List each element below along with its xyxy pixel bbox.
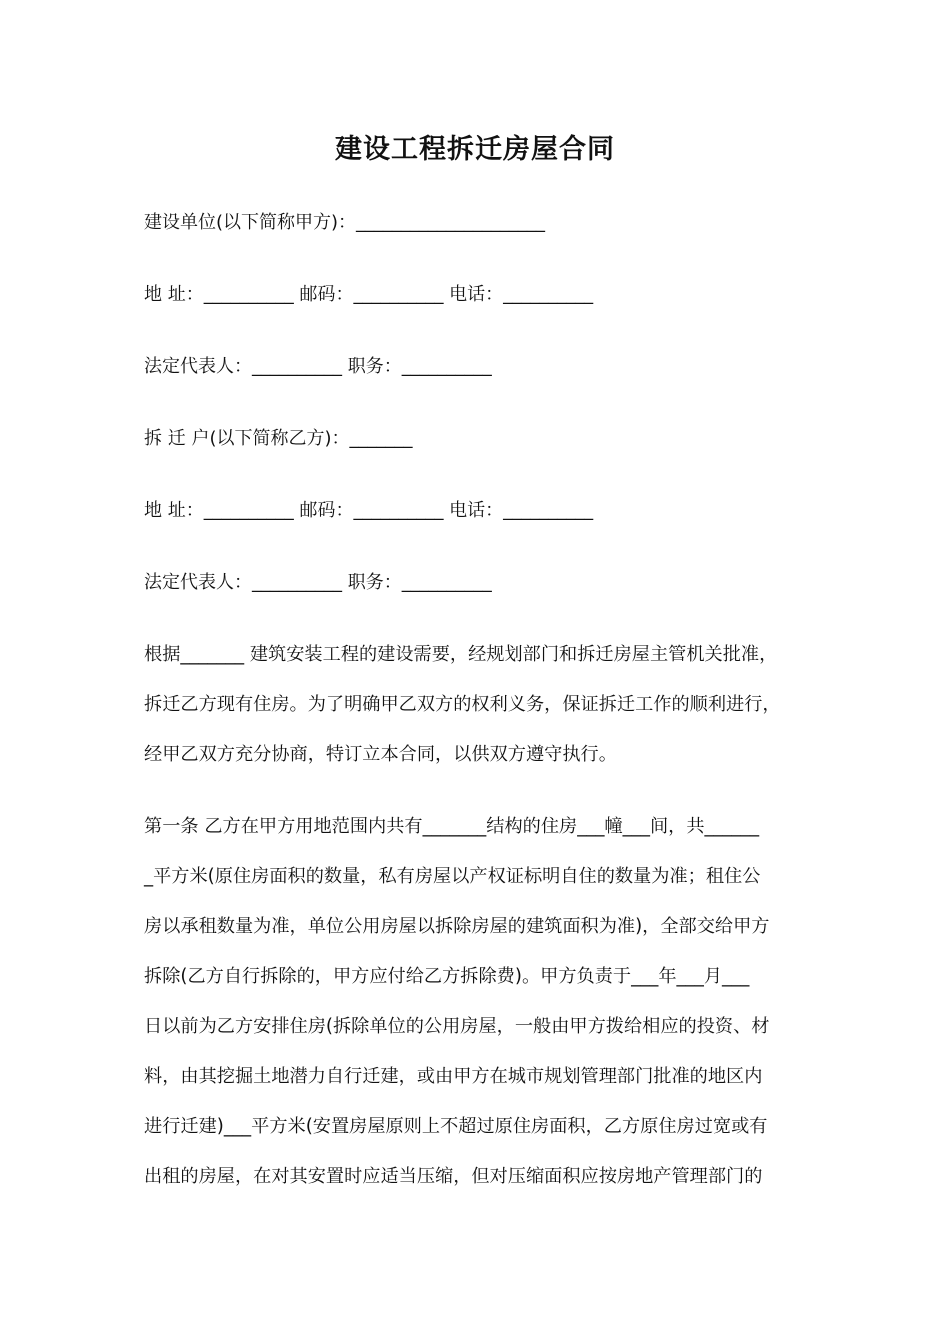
party-b-household-line: 拆 迁 户(以下简称乙方)：_______ (144, 428, 413, 449)
paragraph-line: 出租的房屋，在对其安置时应适当压缩，但对压缩面积应按房地产管理部门的 (144, 1166, 763, 1187)
paragraph-line: 料，由其挖掘土地潜力自行迁建，或由甲方在城市规划管理部门批准的地区内 (144, 1066, 763, 1087)
party-a-unit-line: 建设单位(以下简称甲方)：_____________________ (144, 212, 546, 233)
paragraph-line: 日以前为乙方安排住房(拆除单位的公用房屋，一般由甲方拨给相应的投资、材 (144, 1016, 770, 1037)
paragraph-line: _平方米(原住房面积的数量，私有房屋以产权证标明自住的数量为准；租住公 (144, 866, 761, 887)
paragraph-line: 进行迁建)___平方米(安置房屋原则上不超过原住房面积，乙方原住房过宽或有 (144, 1116, 768, 1137)
party-b-representative-line: 法定代表人：__________ 职务：__________ (144, 572, 492, 593)
paragraph-line: 根据_______ 建筑安装工程的建设需要，经规划部门和拆迁房屋主管机关批准， (144, 644, 778, 665)
paragraph-line: 房以承租数量为准，单位公用房屋以拆除房屋的建筑面积为准)，全部交给甲方 (144, 916, 770, 937)
paragraph-line: 拆迁乙方现有住房。为了明确甲乙双方的权利义务，保证拆迁工作的顺利进行， (144, 694, 781, 715)
party-b-address-line: 地 址：__________ 邮码：__________ 电话：__________ (144, 500, 594, 521)
party-a-representative-line: 法定代表人：__________ 职务：__________ (144, 356, 492, 377)
party-a-address-line: 地 址：__________ 邮码：__________ 电话：__________ (144, 284, 594, 305)
document-title: 建设工程拆迁房屋合同 (335, 134, 615, 165)
paragraph-line: 第一条 乙方在甲方用地范围内共有_______结构的住房___幢___间，共______ (144, 816, 760, 837)
paragraph-line: 经甲乙双方充分协商，特订立本合同，以供双方遵守执行。 (144, 744, 617, 765)
article-1-paragraph (144, 802, 814, 1202)
preamble-paragraph (144, 630, 814, 780)
paragraph-line: 拆除(乙方自行拆除的，甲方应付给乙方拆除费)。甲方负责于___年___月___ (144, 966, 750, 987)
